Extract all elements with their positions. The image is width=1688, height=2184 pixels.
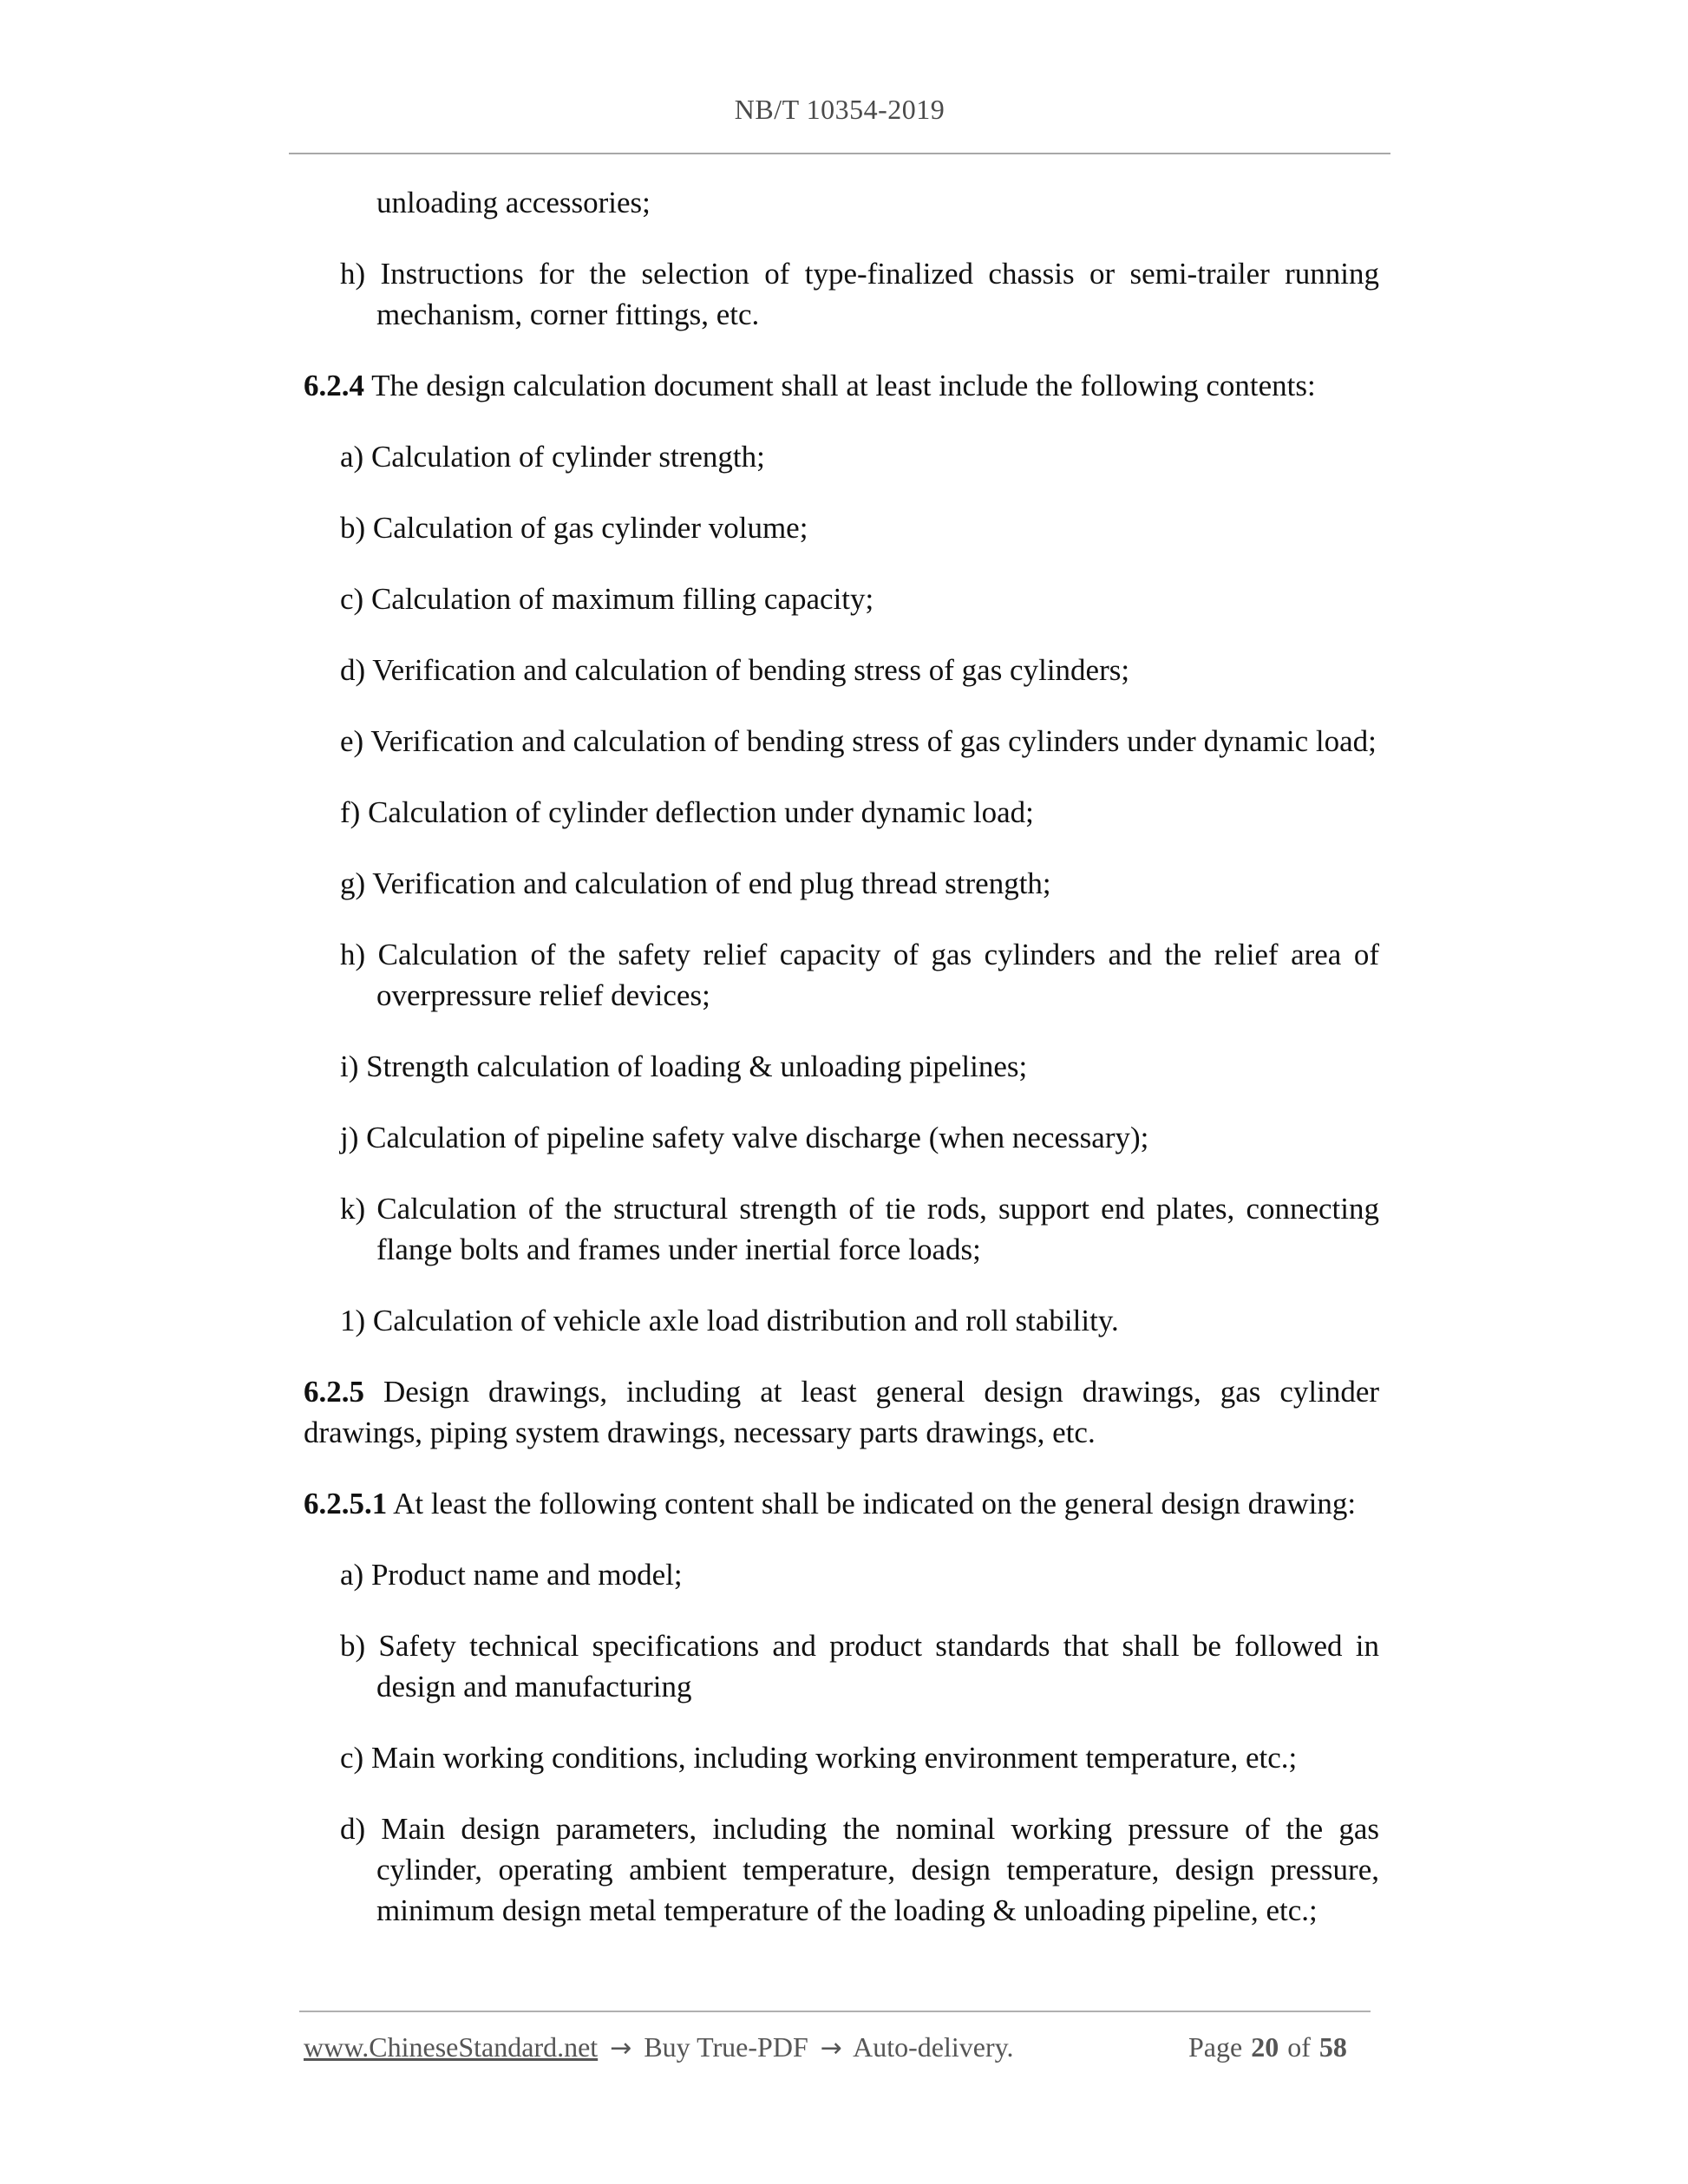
list-item	[340, 721, 1379, 762]
list-item-label: 1)	[340, 1304, 366, 1337]
list-item-text: Calculation of vehicle axle load distribution and roll stability.	[372, 1304, 1119, 1337]
list-item-text: Strength calculation of loading & unloading pipelines;	[366, 1049, 1028, 1083]
list-item-text: Calculation of the safety relief capacity of gas cylinders and the relief area of overpressure relief devices;	[376, 938, 1379, 1012]
list-item	[340, 579, 1379, 619]
page-label: Page	[1188, 2031, 1243, 2063]
list-item	[340, 934, 1379, 1016]
list-item-label: a)	[340, 1558, 364, 1592]
total-pages-number: 58	[1318, 2031, 1347, 2063]
list-item-text: Calculation of cylinder strength;	[370, 440, 765, 474]
list-item	[340, 792, 1379, 833]
list-item	[340, 253, 1379, 335]
list-item-label: a)	[340, 440, 364, 474]
list-item-text: Calculation of gas cylinder volume;	[372, 511, 808, 545]
clause-text: Design drawings, including at least general design drawings, gas cylinder drawings, piping system drawings, necessary parts drawings, etc.	[304, 1375, 1380, 1449]
list-item-text: Main working conditions, including working environment temperature, etc.;	[370, 1741, 1298, 1775]
list-item-label: h)	[340, 257, 366, 291]
list-item	[340, 1117, 1379, 1158]
clause-number: 6.2.5	[304, 1375, 364, 1409]
footer-divider	[299, 2011, 1371, 2012]
list-item	[340, 1188, 1379, 1270]
arrow-right-icon: →	[820, 2033, 842, 2063]
arrow-right-icon: →	[610, 2033, 632, 2063]
list-item	[340, 1554, 1379, 1595]
list-item-text: Product name and model;	[370, 1558, 683, 1592]
list-item-label: h)	[340, 938, 366, 971]
list-item-label: g)	[340, 866, 366, 900]
current-page-number: 20	[1251, 2031, 1279, 2063]
page-indicator	[1188, 2031, 1356, 2063]
list-item-label: d)	[340, 653, 366, 687]
list-item	[340, 1808, 1379, 1931]
clause-number: 6.2.4	[304, 369, 364, 402]
clause-text: At least the following content shall be indicated on the general design drawing:	[393, 1487, 1357, 1520]
list-item	[340, 1737, 1379, 1778]
list-item-label: b)	[340, 511, 366, 545]
list-item	[340, 507, 1379, 548]
header-divider	[289, 153, 1390, 154]
list-item-text: Calculation of cylinder deflection under dynamic load;	[368, 795, 1034, 829]
list-item-text: Instructions for the selection of type-finalized chassis or semi-trailer running mechanism, corner fittings, etc.	[376, 257, 1380, 331]
list-item-label: b)	[340, 1629, 366, 1663]
clause-text: The design calculation document shall at least include the following contents:	[371, 369, 1316, 402]
footer-promo	[304, 2031, 1014, 2063]
list-item-label: f)	[340, 795, 361, 829]
page-header-standard-code: NB/T 10354-2019	[734, 94, 945, 125]
document-body	[304, 182, 1379, 1961]
site-link[interactable]: www.ChineseStandard.net	[304, 2031, 599, 2063]
list-item-label: i)	[340, 1049, 359, 1083]
clause-6-2-5	[304, 1371, 1379, 1453]
clause-6-2-4	[304, 365, 1379, 406]
list-item-label: c)	[340, 582, 364, 616]
list-item-text: Verification and calculation of bending stress of gas cylinders;	[372, 653, 1130, 687]
list-item-label: c)	[340, 1741, 364, 1775]
buy-true-pdf-text: Buy True-PDF	[644, 2031, 808, 2063]
continuation-text: unloading accessories;	[376, 186, 651, 219]
list-item-text: Safety technical specifications and product standards that shall be followed in design and manufacturing	[376, 1629, 1380, 1703]
auto-delivery-text: Auto-delivery.	[853, 2031, 1014, 2063]
list-item-label: j)	[340, 1121, 359, 1154]
list-item	[340, 1046, 1379, 1087]
clause-6-2-5-1	[304, 1483, 1379, 1524]
list-item	[340, 1300, 1379, 1341]
list-item-text: Verification and calculation of bending stress of gas cylinders under dynamic load;	[370, 724, 1377, 758]
list-item-label: d)	[340, 1812, 366, 1846]
list-item-text: Main design parameters, including the nominal working pressure of the gas cylinder, operating ambient temperature, design temperature, design pressure, minimum design metal temperature of the loading & unloading pipeline, etc.;	[376, 1812, 1380, 1927]
list-item	[340, 863, 1379, 904]
list-item	[340, 650, 1379, 690]
list-item-label: k)	[340, 1192, 366, 1226]
of-label: of	[1287, 2031, 1311, 2063]
list-item-text: Calculation of the structural strength of tie rods, support end plates, connecting flange bolts and frames under inertial force loads;	[376, 1192, 1379, 1266]
list-item-text: Calculation of maximum filling capacity;	[370, 582, 874, 616]
list-item	[340, 1625, 1379, 1707]
list-item-text: Calculation of pipeline safety valve discharge (when necessary);	[366, 1121, 1149, 1154]
list-item-text: Verification and calculation of end plug thread strength;	[372, 866, 1051, 900]
clause-number: 6.2.5.1	[304, 1487, 388, 1520]
list-item-label: e)	[340, 724, 364, 758]
list-item	[340, 436, 1379, 477]
